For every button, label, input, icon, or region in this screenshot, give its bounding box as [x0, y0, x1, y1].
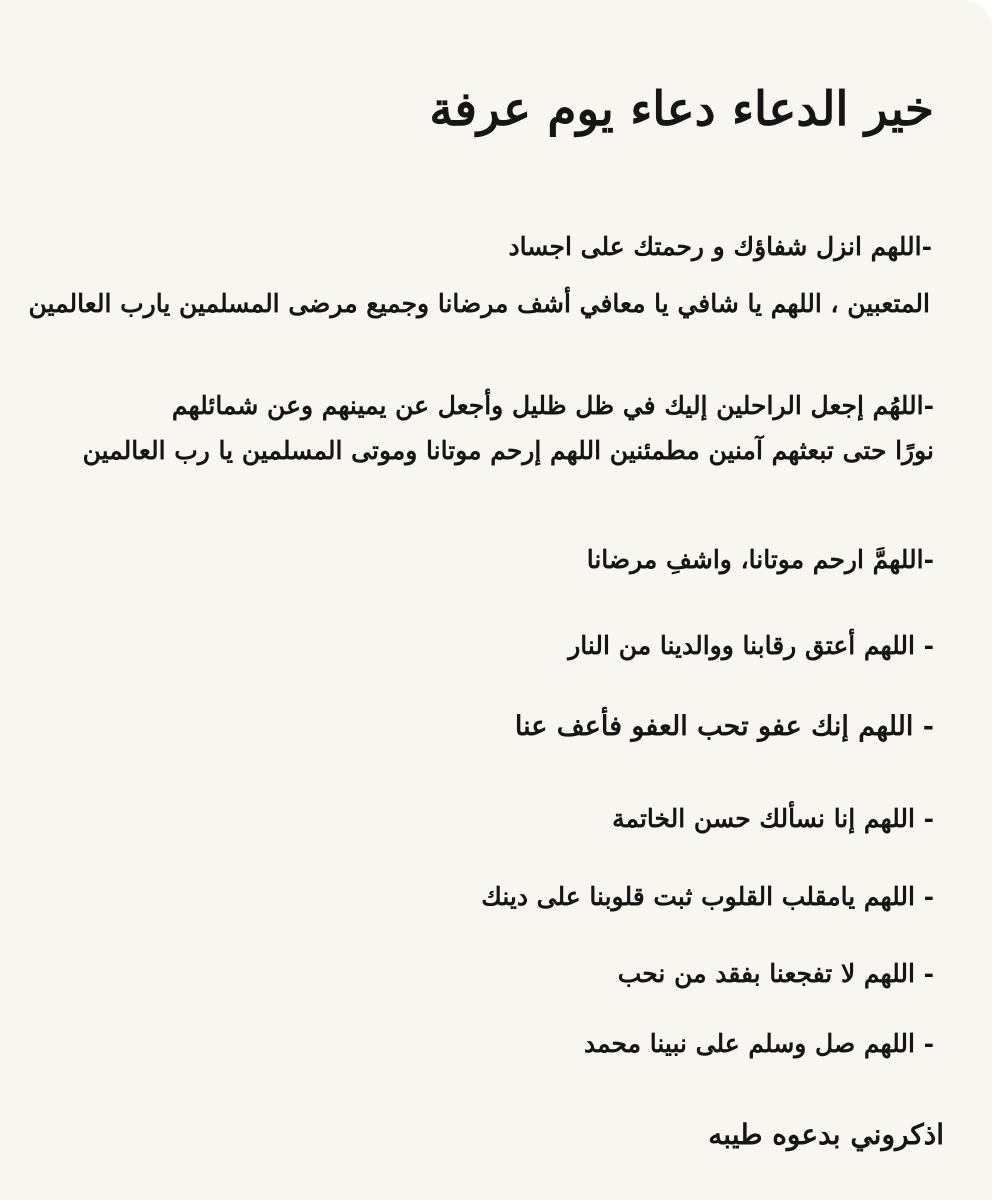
prayer-item: -اللهمَّ ارحم موتانا، واشفِ مرضانا: [586, 545, 934, 574]
paragraph-2-line-1: -اللهُم إجعل الراحلين إليك في ظل ظليل وأجعل عن يمينهم وعن شمائلهم: [171, 391, 934, 420]
paragraph-1-line-1: -اللهم انزل شفاؤك و رحمتك على اجساد: [508, 232, 932, 261]
prayer-item: - اللهم أعتق رقابنا ووالدينا من النار: [568, 631, 934, 660]
closing-note: اذكروني بدعوه طيبه: [708, 1118, 944, 1151]
paragraph-1-line-2: المتعبين ، اللهم يا شافي يا معافي أشف مرضانا وجميع مرضى المسلمين يارب العالمين: [28, 289, 930, 318]
prayer-item: - اللهم لا تفجعنا بفقد من نحب: [617, 959, 934, 988]
prayer-item: - اللهم إنا نسألك حسن الخاتمة: [612, 804, 934, 833]
prayer-item: - اللهم إنك عفو تحب العفو فأعف عنا: [514, 711, 934, 742]
prayer-item: - اللهم يامقلب القلوب ثبت قلوبنا على دينك: [481, 882, 934, 911]
paragraph-2-line-2: نورًا حتى تبعثهم آمنين مطمئنين اللهم إرحم موتانا وموتى المسلمين يا رب العالمين: [82, 436, 934, 465]
prayer-item: - اللهم صل وسلم على نبينا محمد: [583, 1029, 934, 1058]
page-title: خير الدعاء دعاء يوم عرفة: [429, 82, 934, 137]
